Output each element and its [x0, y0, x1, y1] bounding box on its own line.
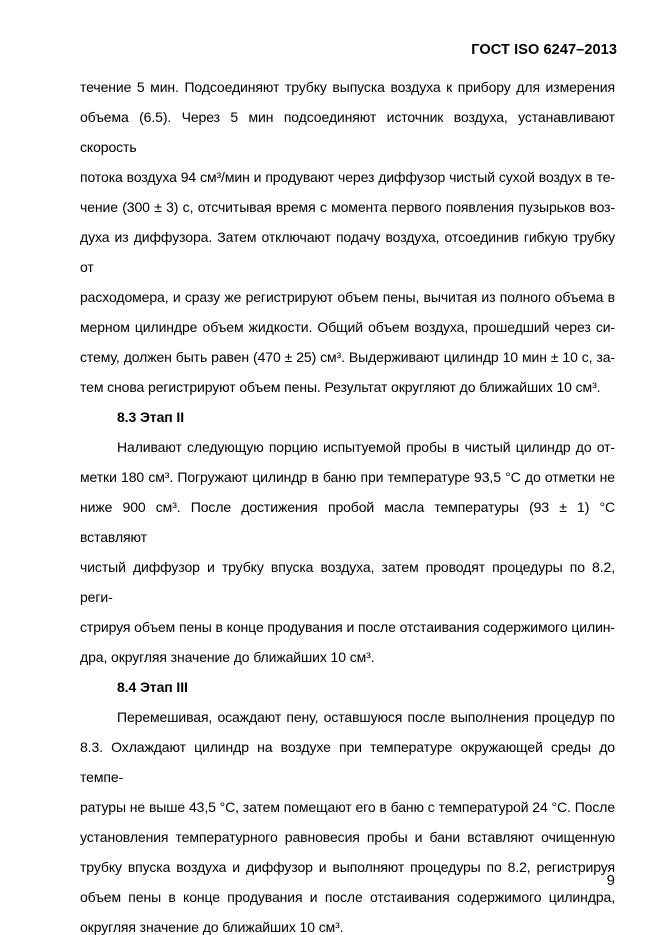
- text-line: стему, должен быть равен (470 ± 25) см³. Выдерживают цилиндр 10 мин ± 10 с, за-: [80, 349, 615, 365]
- text-line: объема (6.5). Через 5 мин подсоединяют источник воздуха, устанавливают скорость: [80, 109, 615, 155]
- text-line: мерном цилиндре объем жидкости. Общий объем воздуха, прошедший через си-: [80, 319, 615, 335]
- document-body: [80, 72, 615, 935]
- text-line: стрируя объем пены в конце продувания и после отстаивания содержимого цилин-: [80, 619, 615, 635]
- text-line: тем снова регистрируют объем пены. Результат округляют до ближайших 10 см³.: [80, 379, 601, 395]
- text-line: чение (300 ± 3) с, отсчитывая время с момента первого появления пузырьков воз-: [80, 199, 615, 215]
- text-line: потока воздуха 94 см³/мин и продувают через диффузор чистый сухой воздух в те-: [80, 169, 615, 185]
- text-line: духа из диффузора. Затем отключают подачу воздуха, отсоединив гибкую трубку от: [80, 229, 615, 275]
- text-line: чистый диффузор и трубку впуска воздуха, затем проводят процедуры по 8.2, реги-: [80, 559, 615, 605]
- text-line: объем пены в конце продувания и после отстаивания содержимого цилиндра,: [80, 889, 615, 905]
- text-line: установления температурного равновесия пробы и бани вставляют очищенную: [80, 829, 615, 845]
- text-line: течение 5 мин. Подсоединяют трубку выпуска воздуха к прибору для измерения: [80, 79, 615, 95]
- text-line: 8.3. Охлаждают цилиндр на воздухе при температуре окружающей среды до темпе-: [80, 739, 615, 785]
- text-line: Наливают следующую порцию испытуемой пробы в чистый цилиндр до от-: [117, 439, 615, 455]
- text-line: трубку впуска воздуха и диффузор и выполняют процедуры по 8.2, регистрируя: [80, 859, 615, 875]
- text-line: метки 180 см³. Погружают цилиндр в баню при температуре 93,5 °С до отметки не: [80, 469, 615, 485]
- running-header: ГОСТ ISO 6247–2013: [471, 42, 617, 58]
- text-line: Перемешивая, осаждают пену, оставшуюся после выполнения процедур по: [117, 709, 615, 725]
- text-line: ратуры не выше 43,5 °С, затем помещают его в баню с температурой 24 °С. После: [80, 799, 615, 815]
- section-heading: 8.4 Этап III: [117, 679, 188, 695]
- text-line: дра, округляя значение до ближайших 10 см³.: [80, 649, 375, 665]
- text-line: округляя значение до ближайших 10 см³.: [80, 919, 344, 935]
- text-line: расходомера, и сразу же регистрируют объем пены, вычитая из полного объема в: [80, 289, 615, 305]
- text-line: ниже 900 см³. После достижения пробой масла температуры (93 ± 1) °С вставляют: [80, 499, 615, 545]
- section-heading: 8.3 Этап II: [117, 409, 184, 425]
- page-number: 9: [606, 872, 615, 889]
